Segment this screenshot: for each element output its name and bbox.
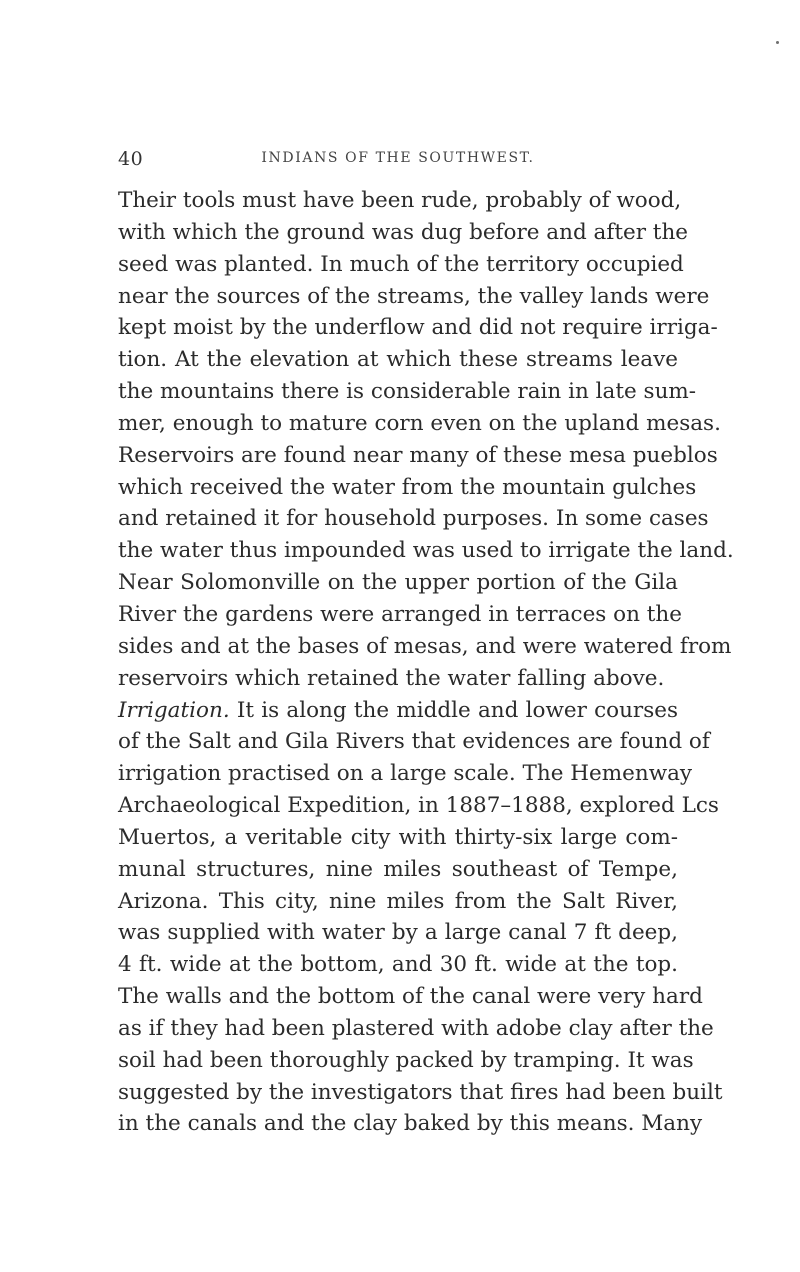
text-line: suggested by the investigators that fires had been built [118, 1079, 723, 1105]
text-line: the mountains there is considerable rain in late sum- [118, 379, 697, 405]
text-line: of the Salt and Gila Rivers that evidences are found of [118, 729, 710, 755]
text-line: and retained it for household purposes. In some cases [118, 506, 709, 532]
text-line: the water thus impounded was used to irrigate the land. [118, 538, 734, 564]
text-line: Archaeological Expedition, in 1887–1888, explored Lcs [118, 793, 719, 819]
text-line-content: It is along the middle and lower courses [229, 697, 678, 723]
text-line: soil had been thoroughly packed by tramping. It was [118, 1047, 694, 1073]
text-line: Reservoirs are found near many of these mesa pueblos [118, 442, 718, 468]
page-number: 40 [118, 148, 144, 170]
text-line: near the sources of the streams, the valley lands were [118, 283, 710, 309]
text-line: with which the ground was dug before and after the [118, 219, 689, 245]
text-line: 4 ft. wide at the bottom, and 30 ft. wide at the top. [118, 952, 678, 978]
text-line: which received the water from the mountain gulches [118, 474, 697, 500]
text-line: as if they had been plastered with adobe clay after the [118, 1015, 714, 1041]
running-title: INDIANS OF THE SOUTHWEST. [261, 150, 535, 166]
paper-speck [776, 41, 779, 44]
text-line: Their tools must have been rude, probably of wood, [118, 188, 682, 213]
text-line: mer, enough to mature corn even on the upland mesas. [118, 410, 721, 436]
text-line-section-start [118, 695, 678, 727]
text-line: Near Solomonville on the upper portion of the Gila [118, 570, 678, 596]
text-line: tion. At the elevation at which these streams leave [118, 347, 678, 373]
text-line: irrigation practised on a large scale. The Hemenway [118, 761, 693, 787]
text-line: munal structures, nine miles southeast of Tempe, [118, 856, 678, 882]
text-line: kept moist by the underflow and did not require irriga- [118, 315, 718, 341]
text-line: reservoirs which retained the water falling above. [118, 665, 665, 691]
text-line: Arizona. This city, nine miles from the Salt River, [118, 888, 678, 914]
page-header [118, 148, 678, 172]
text-line: in the canals and the clay baked by this means. Many [118, 1111, 703, 1137]
text-line: sides and at the bases of mesas, and were watered from [118, 633, 732, 659]
text-line: River the gardens were arranged in terraces on the [118, 601, 682, 627]
text-line: The walls and the bottom of the canal were very hard [118, 984, 703, 1010]
section-heading-irrigation: Irrigation. [118, 697, 230, 723]
body-text [118, 185, 734, 1140]
text-line: was supplied with water by a large canal 7 ft deep, [118, 920, 678, 946]
text-line: seed was planted. In much of the territory occupied [118, 251, 684, 277]
text-line: Muertos, a veritable city with thirty-six large com- [118, 824, 678, 850]
